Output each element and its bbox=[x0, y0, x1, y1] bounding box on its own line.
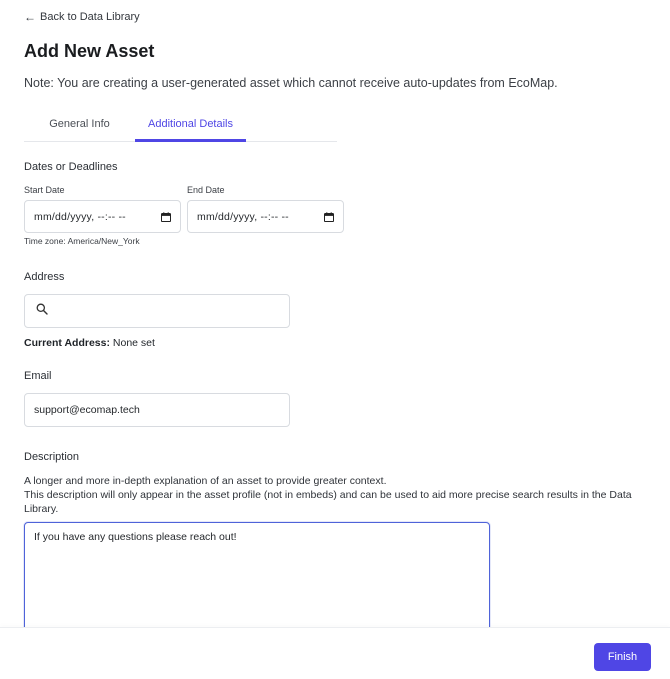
description-textarea[interactable]: If you have any questions please reach out! bbox=[24, 522, 490, 642]
footer-bar bbox=[0, 627, 670, 679]
arrow-left-icon: ← bbox=[24, 10, 36, 24]
address-text-field[interactable] bbox=[56, 295, 289, 327]
end-date-value: mm/dd/yyyy, --:-- -- bbox=[197, 210, 289, 223]
back-to-library-link[interactable] bbox=[24, 11, 140, 23]
description-help-text bbox=[24, 474, 644, 516]
current-address-value: None set bbox=[112, 337, 155, 349]
email-field[interactable]: support@ecomap.tech bbox=[24, 393, 290, 427]
address-search-input[interactable] bbox=[24, 294, 290, 328]
address-section-label: Address bbox=[24, 271, 65, 283]
current-address-label: Current Address: bbox=[24, 337, 110, 349]
calendar-icon[interactable] bbox=[161, 212, 171, 222]
start-date-input[interactable] bbox=[24, 200, 181, 233]
tab-general-info[interactable]: General Info bbox=[49, 118, 110, 130]
tab-additional-details[interactable]: Additional Details bbox=[135, 110, 246, 142]
search-icon bbox=[36, 302, 48, 320]
calendar-icon[interactable] bbox=[324, 212, 334, 222]
dates-section-label: Dates or Deadlines bbox=[24, 161, 118, 173]
description-help-line-1: A longer and more in-depth explanation of an asset to provide greater context. bbox=[24, 475, 387, 487]
description-help-line-2: This description will only appear in the asset profile (not in embeds) and can be used to aid more precise search results in the Data Library. bbox=[24, 489, 632, 515]
email-section-label: Email bbox=[24, 370, 52, 382]
description-section-label: Description bbox=[24, 451, 80, 463]
start-date-value: mm/dd/yyyy, --:-- -- bbox=[34, 210, 126, 223]
start-date-label: Start Date bbox=[24, 185, 65, 195]
back-link-label: Back to Data Library bbox=[40, 11, 140, 23]
finish-button[interactable]: Finish bbox=[594, 643, 651, 671]
page-note: Note: You are creating a user-generated asset which cannot receive auto-updates from EcoMap. bbox=[24, 76, 558, 90]
end-date-input[interactable] bbox=[187, 200, 344, 233]
tab-bar bbox=[24, 110, 337, 142]
timezone-text: Time zone: America/New_York bbox=[24, 236, 140, 246]
end-date-label: End Date bbox=[187, 185, 225, 195]
current-address bbox=[24, 337, 155, 349]
page-title: Add New Asset bbox=[24, 41, 155, 61]
